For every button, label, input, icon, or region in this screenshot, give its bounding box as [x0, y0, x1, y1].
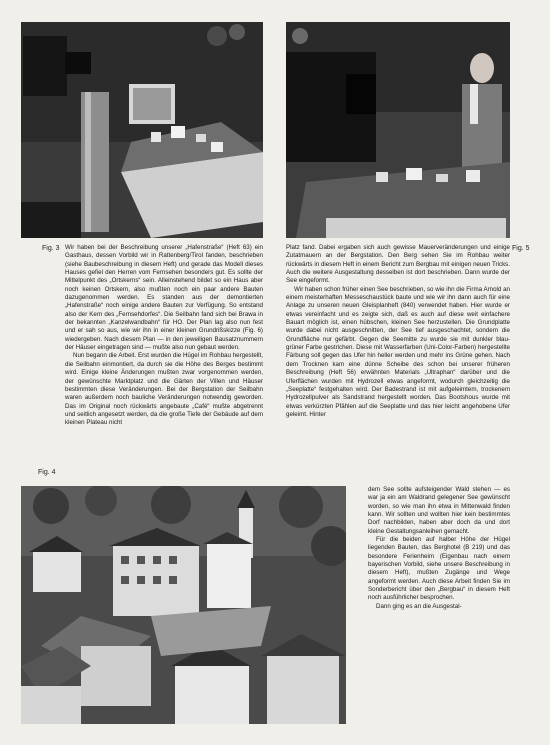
paragraph: Wir haben schon früher einen See beschrieben, so wie ihn die Firma Arnold an einem meisterhaften Messeschaustück baute und wie wir ihn dann auch für eine Anlage zu unseren neuen Gleisplanheft (840) verwendet haben. Hier wurde er etwas vereinfacht und es zeigte sich, daß es auch auf diese weit einfachere Bauart möglich ist, einen hübschen, kleinen See herzustellen. Die Grundplatte wurde dabei nicht ausgeschnitten, der See tief ausgeschachtet, sondern die Grundfläche nur gefärbt. Gegen die Seemitte zu wurde sie mit dunkler blau-grüner Farbe gestrichen. Diese mit Wasserfarben (Uni-Color-Farben) hergestellte Färbung soll gegen das Ufer hin heller werden und mehr ins Grüne gehen. Nach dem Trocknen kam eine dünne Scheibe des schon bei unserer früheren Beschreibung (Heft 56) erwähnten Materials „Ultraphan“ darüber und die Uferflächen wurden mit Hydrozell etwas angeformt, wodurch gleichzeitig die „Seeplatte“ festgehalten wird. Der Badestrand ist mit aufgeleimtem, trockenem Hydrozellpulver als Sandstrand hergestellt worden. Das Bootshous wurde mit etwas verkürzten Pfählen auf die Seeplatte und das hier leicht angehobene Ufer geleimt. Hinter: [286, 285, 510, 418]
figure-label-fig4: Fig. 4: [38, 469, 56, 476]
paragraph: dem See sollte aufsteigender Wald stehen — es war ja ein am Waldrand gelegener See gewünscht worden, so wie man ihn etwa in Mittenwald finden kann. Wir sollten und wollten hier kein bestimmtes Dorf nachbilden, haben aber doch da und dort kleine Gestaltungsanleihen gemacht.: [368, 486, 510, 535]
figure-label-fig3: Fig. 3: [42, 245, 60, 252]
figure-label-fig5: Fig. 5: [512, 245, 530, 252]
text-column-right-narrow: [368, 486, 510, 611]
photo-fig3: [21, 22, 263, 238]
photo-fig5: [286, 22, 510, 238]
text-column-left: [65, 244, 263, 428]
paragraph: Nun begann die Arbeit. Erst wurden die Hügel im Rohbau hergestellt, die Seilbahn einmontiert, da durch sie die Höhe des Berges bestimmt wird. Einige kleine Änderungen mußten zwar vorgenommen werden, der gewünschte Marktplatz und die Gärten der Villen und Häuser bestimmten diese Veränderungen. Bei der Bergstation der Seilbahn waren außerdem noch bauliche Veränderungen notwendig geworden. Das im Original noch rückwärts angebaute „Café“ mußte abgetrennt und seitlich angesetzt werden, da die große Tiefe der Gebäude auf dem kleinen Plateau nicht: [65, 352, 263, 427]
paragraph: Dann ging es an die Ausgestal-: [376, 602, 462, 610]
paragraph: Platz fand. Dabei ergaben sich auch gewisse Mauerveränderungen und einige Zutatmauern an der Bergstation. Den Berg sehen Sie im Rohbau weiter rückwärts in diesem Heft in einem Bericht zum Bergbau mit einigen neuen Tricks. Auch die weitere Ausgestaltung desselben ist dort beschrieben. Dann wurde der See eingeformt.: [286, 244, 510, 285]
photo-fig4: [21, 486, 346, 724]
paragraph: Wir haben bei der Beschreibung unserer „Hafenstraße“ (Heft 63) ein Gasthaus, dessen Vorbild wir in Rattenberg/Tirol fanden, beschrieben (siehe Baubeschreibung in diesem Heft) und gerade das Modell dieses Hauses gefiel den Herren vom Fernsehen besonders gut. Es sollte der Mittelpunkt des „Ortskerns“ sein. Alleinstehend bildet so ein Haus aber noch keinen Ortskern, also mußten noch ein paar andere Bauten dazugenommen werden. Es standen aus der demontierten „Hafenstraße“ noch einige andere Bauten zur Verfügung. So entstand also der Kern des „Fernsehdorfes“. Die Seilbahn fand sich bei Brawa in der bekannten „Kanzelwandbahn“ für HO. Der Plan lag also nun fest und er sah so aus, wie wir ihn in einer kleinen Grundrißskizze (Fig. 6) wiedergeben. Nach diesem Plan — in den jeweiligen Bausatznummern der Häuser eingetragen sind — mußte also nun gebaut werden.: [65, 244, 263, 352]
paragraph: Für die beiden auf halber Höhe der Hügel liegenden Bauten, das Berghotel (B 219) und das besondere Ferienheim (Eigenbau nach einem bayerischen Vorbild, siehe unsere Beschreibung in diesem Heft), mußten Zugänge und Wege angeformt werden. Auch diese Arbeit finden Sie im Sonderbericht über den „Bergbau“ in diesem Heft noch ausführlicher besprochen.: [368, 536, 510, 602]
photo-fig3-image: [21, 22, 263, 238]
photo-fig5-image: [286, 22, 510, 238]
photo-fig4-image: [21, 486, 346, 724]
text-column-right: [286, 244, 510, 419]
